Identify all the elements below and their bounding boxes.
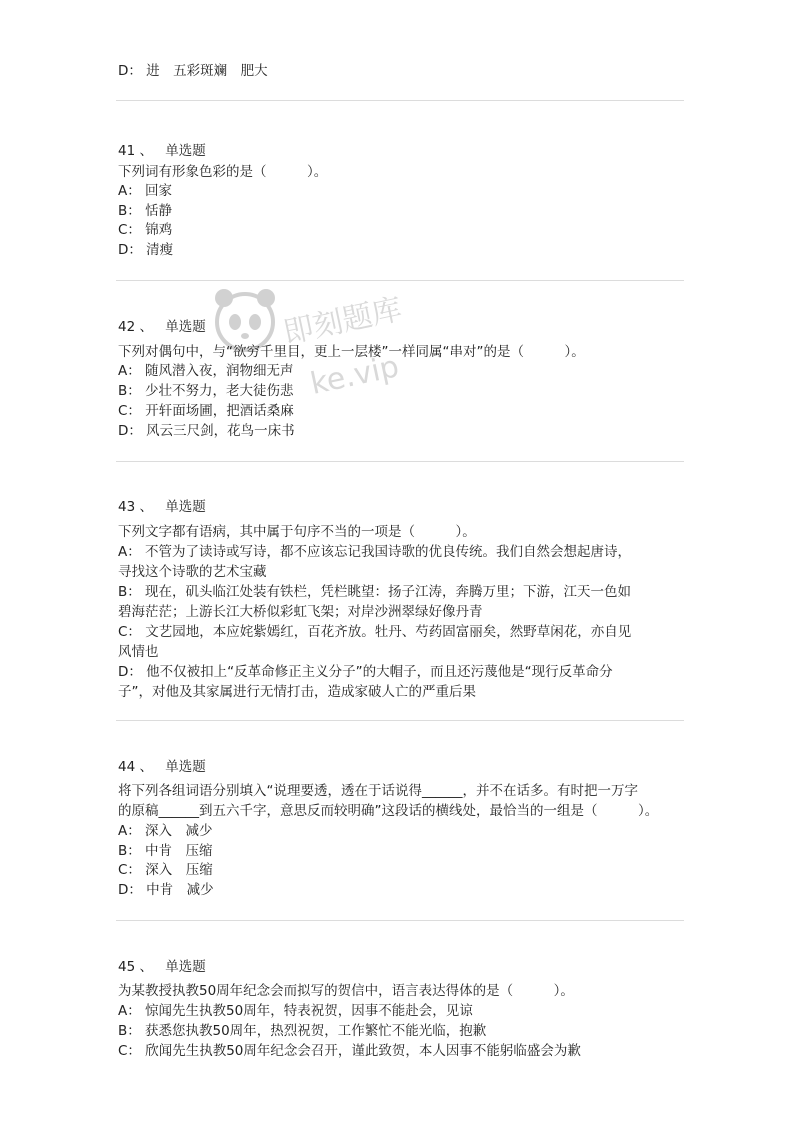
option-b: B： 中肯 压缩 (118, 843, 213, 859)
question-type: 单选题 (165, 143, 206, 159)
option-c-cont: 风情也 (118, 644, 159, 660)
option-b-cont: 碧海茫茫；上游长江大桥似彩虹飞架；对岸沙洲翠绿好像丹青 (118, 604, 483, 620)
question-number: 44 、 (118, 759, 153, 775)
watermark-text-url: ke.vip (307, 349, 403, 402)
question-stem: 下列对偶句中，与“欲穷千里目，更上一层楼”一样同属“串对”的是（ ）。 (118, 344, 585, 360)
option-d: D： 他不仅被扣上“反革命修正主义分子”的大帽子，而且还污蔑他是“现行反革命分 (118, 664, 613, 680)
question-43-header (118, 498, 206, 517)
question-45-header (118, 958, 206, 977)
divider (116, 920, 684, 921)
question-42-header (118, 318, 206, 337)
question-type: 单选题 (165, 759, 206, 775)
option-b: B： 获悉您执教50周年，热烈祝贺，工作繁忙不能光临，抱歉 (118, 1023, 487, 1039)
option-a: A： 回家 (118, 183, 173, 199)
question-44-header (118, 758, 206, 777)
question-number: 41 、 (118, 143, 153, 159)
option-c: C： 文艺园地，本应姹紫嫣红，百花齐放。牡丹、芍药固富丽矣，然野草闲花，亦自见 (118, 624, 632, 640)
option-b: B： 少壮不努力，老大徒伤悲 (118, 383, 294, 399)
question-type: 单选题 (165, 959, 206, 975)
option-a: A： 不管为了读诗或写诗，都不应该忘记我国诗歌的优良传统。我们自然会想起唐诗， (118, 544, 632, 560)
divider (116, 280, 684, 281)
question-41-header (118, 142, 206, 161)
option-d-cont: 子”，对他及其家属进行无情打击，造成家破人亡的严重后果 (118, 684, 476, 700)
question-stem: 下列词有形象色彩的是（ ）。 (118, 164, 328, 180)
option-a: A： 随风潜入夜，润物细无声 (118, 363, 294, 379)
option-c: C： 欣闻先生执教50周年纪念会召开，谨此致贺，本人因事不能躬临盛会为歉 (118, 1043, 581, 1059)
option-d-prev: D： 进 五彩斑斓 肥大 (118, 63, 268, 79)
divider (116, 100, 684, 101)
option-b: B： 现在，矶头临江处装有铁栏，凭栏眺望：扬子江涛，奔腾万里；下游，江天一色如 (118, 584, 632, 600)
question-stem: 下列文字都有语病，其中属于句序不当的一项是（ ）。 (118, 524, 476, 540)
option-d: D： 风云三尺剑，花鸟一床书 (118, 423, 295, 439)
option-b: B： 恬静 (118, 203, 173, 219)
watermark-text-cn: 即刻题库 (280, 291, 406, 352)
option-a-cont: 寻找这个诗歌的艺术宝藏 (118, 564, 267, 580)
question-stem: 为某教授执教50周年纪念会而拟写的贺信中，语言表达得体的是（ ）。 (118, 983, 574, 999)
divider (116, 461, 684, 462)
question-number: 42 、 (118, 319, 153, 335)
option-c: C： 深入 压缩 (118, 862, 213, 878)
question-type: 单选题 (165, 319, 206, 335)
option-d: D： 中肯 减少 (118, 882, 214, 898)
question-number: 43 、 (118, 499, 153, 515)
option-a: A： 惊闻先生执教50周年，特表祝贺，因事不能赴会，见谅 (118, 1003, 473, 1019)
question-stem: 将下列各组词语分别填入“说理要透，透在于话说得______，并不在话多。有时把一万字 (118, 783, 638, 799)
question-number: 45 、 (118, 959, 153, 975)
option-c: C： 开轩面场圃，把酒话桑麻 (118, 403, 294, 419)
question-stem-cont: 的原稿______到五六千字，意思反而较明确”这段话的横线处，最恰当的一组是（ ）。 (118, 803, 659, 819)
question-type: 单选题 (165, 499, 206, 515)
option-c: C： 锦鸡 (118, 222, 173, 238)
option-a: A： 深入 减少 (118, 823, 213, 839)
option-d: D： 清瘦 (118, 242, 174, 258)
divider (116, 720, 684, 721)
